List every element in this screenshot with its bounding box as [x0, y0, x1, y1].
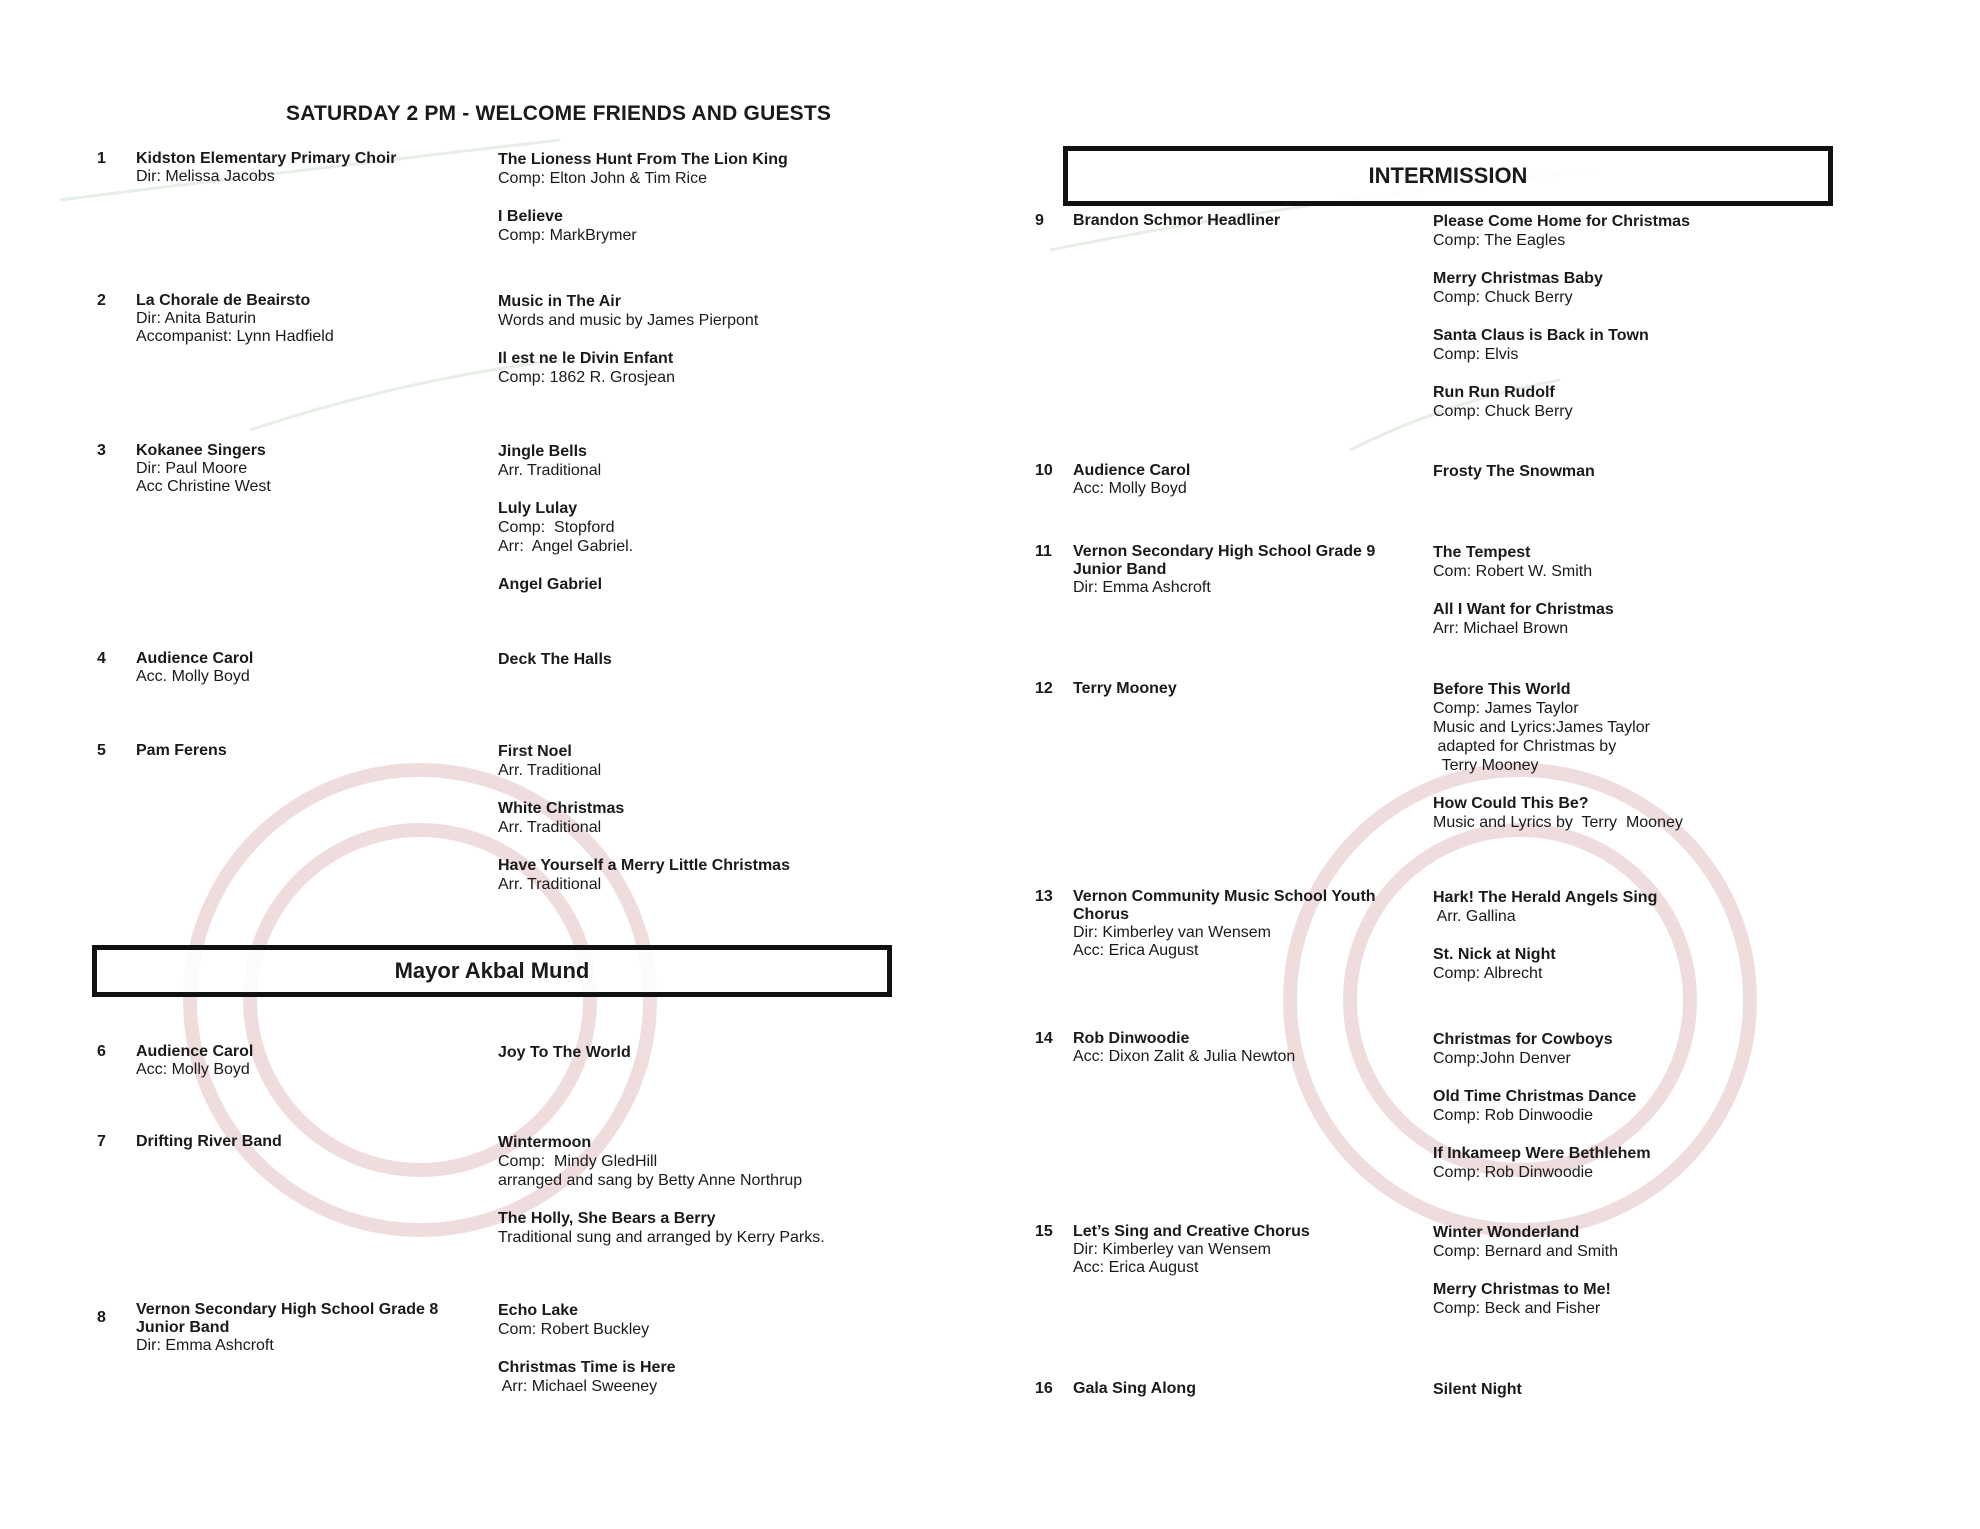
song-item [498, 1301, 676, 1339]
song-item [1433, 326, 1690, 364]
entry-number: 5 [97, 742, 106, 759]
song-title: Echo Lake [498, 1302, 579, 1319]
performer-block [136, 650, 466, 686]
song-item [1433, 543, 1614, 581]
song-item [498, 575, 633, 594]
performer-name: Kidston Elementary Primary Choir [136, 150, 397, 167]
song-item [498, 1043, 631, 1062]
performer-name: La Chorale de Beairsto [136, 292, 311, 309]
song-credit: Arr: Michael Brown [1433, 620, 1569, 637]
song-title: Winter Wonderland [1433, 1224, 1580, 1241]
song-item [1433, 269, 1690, 307]
performer-name: Audience Carol [136, 650, 254, 667]
song-credit: Com: Robert Buckley [498, 1321, 650, 1338]
song-item [1433, 1223, 1618, 1261]
intermission-banner: INTERMISSION [1063, 146, 1833, 206]
song-title: Luly Lulay [498, 500, 578, 517]
song-item [498, 442, 633, 480]
song-title: Santa Claus is Back in Town [1433, 327, 1649, 344]
performer-name: Vernon Secondary High School Grade 8 Junior Band [136, 1301, 439, 1336]
song-title: Merry Christmas Baby [1433, 270, 1603, 287]
entry-number: 8 [97, 1309, 106, 1326]
song-credit: Traditional sung and arranged by Kerry Parks. [498, 1229, 825, 1246]
song-list [1433, 212, 1690, 440]
performer-block [1073, 1030, 1413, 1066]
song-title: Music in The Air [498, 293, 621, 310]
entry-number: 9 [1035, 212, 1044, 229]
song-item [1433, 1380, 1522, 1399]
song-item [498, 856, 790, 894]
song-credit: Music and Lyrics:James Taylor [1433, 719, 1650, 736]
performer-block [136, 1301, 466, 1355]
song-list [498, 742, 790, 913]
song-title: Merry Christmas to Me! [1433, 1281, 1611, 1298]
song-list [498, 1133, 825, 1266]
song-credit: Comp: Chuck Berry [1433, 403, 1573, 420]
song-item [1433, 600, 1614, 638]
song-credit: adapted for Christmas by [1433, 738, 1617, 755]
song-item [1433, 1087, 1651, 1125]
song-item [498, 207, 788, 245]
song-item [1433, 680, 1683, 775]
song-list [498, 292, 758, 406]
song-list [1433, 888, 1657, 1002]
song-credit: Arr. Traditional [498, 762, 602, 779]
performer-name: Pam Ferens [136, 742, 227, 759]
performer-detail: Acc: Dixon Zalit & Julia Newton [1073, 1048, 1296, 1065]
performer-block [1073, 462, 1413, 498]
song-list [1433, 1223, 1618, 1337]
performer-detail: Accompanist: Lynn Hadfield [136, 328, 334, 345]
song-credit: Arr. Traditional [498, 876, 602, 893]
song-title: The Tempest [1433, 544, 1531, 561]
song-title: The Lioness Hunt From The Lion King [498, 151, 788, 168]
song-title: Jingle Bells [498, 443, 587, 460]
song-item [498, 1358, 676, 1396]
song-credit: Comp: Beck and Fisher [1433, 1300, 1601, 1317]
entry-number: 1 [97, 150, 106, 167]
performer-detail: Acc: Molly Boyd [1073, 480, 1187, 497]
performer-name: Drifting River Band [136, 1133, 282, 1150]
song-list [1433, 680, 1683, 851]
song-title: All I Want for Christmas [1433, 601, 1614, 618]
mayor-banner: Mayor Akbal Mund [92, 945, 892, 997]
performer-detail: Acc: Erica August [1073, 1259, 1199, 1276]
song-title: Frosty The Snowman [1433, 463, 1595, 480]
song-item [1433, 212, 1690, 250]
song-title: Christmas for Cowboys [1433, 1031, 1613, 1048]
song-item [1433, 1144, 1651, 1182]
song-credit: Comp: James Taylor [1433, 700, 1579, 717]
song-title: Christmas Time is Here [498, 1359, 676, 1376]
song-list [498, 150, 788, 264]
performer-name: Vernon Community Music School Youth Chorus [1073, 888, 1376, 923]
song-title: Before This World [1433, 681, 1571, 698]
song-credit: Music and Lyrics by Terry Mooney [1433, 814, 1683, 831]
song-item [498, 799, 790, 837]
entry-number: 7 [97, 1133, 106, 1150]
song-item [498, 292, 758, 330]
song-item [1433, 794, 1683, 832]
song-title: Joy To The World [498, 1044, 631, 1061]
song-title: First Noel [498, 743, 572, 760]
song-title: Have Yourself a Merry Little Christmas [498, 857, 790, 874]
song-credit: Comp:John Denver [1433, 1050, 1571, 1067]
song-title: Run Run Rudolf [1433, 384, 1555, 401]
song-credit: Comp: MarkBrymer [498, 227, 637, 244]
song-credit: Comp: The Eagles [1433, 232, 1566, 249]
performer-block [1073, 1223, 1413, 1277]
song-title: Il est ne le Divin Enfant [498, 350, 674, 367]
song-item [498, 150, 788, 188]
performer-block [136, 150, 466, 186]
performer-name: Gala Sing Along [1073, 1380, 1196, 1397]
song-list [498, 650, 612, 688]
performer-block [1073, 543, 1413, 597]
performer-detail: Acc Christine West [136, 478, 271, 495]
song-credit: Comp: 1862 R. Grosjean [498, 369, 675, 386]
performer-detail: Dir: Anita Baturin [136, 310, 257, 327]
performer-detail: Acc: Erica August [1073, 942, 1199, 959]
song-credit: Arr. Gallina [1433, 908, 1516, 925]
song-credit: Comp: Elton John & Tim Rice [498, 170, 707, 187]
performer-detail: Dir: Kimberley van Wensem [1073, 924, 1271, 941]
song-item [498, 499, 633, 556]
entry-number: 11 [1035, 543, 1052, 560]
song-title: How Could This Be? [1433, 795, 1589, 812]
performer-detail: Dir: Emma Ashcroft [136, 1337, 274, 1354]
song-item [1433, 945, 1657, 983]
entry-number: 13 [1035, 888, 1053, 905]
performer-name: Audience Carol [1073, 462, 1191, 479]
song-credit: Arr: Michael Sweeney [498, 1378, 658, 1395]
song-title: Silent Night [1433, 1381, 1522, 1398]
song-list [498, 442, 633, 613]
song-credit: Com: Robert W. Smith [1433, 563, 1593, 580]
song-title: I Believe [498, 208, 563, 225]
performer-name: Kokanee Singers [136, 442, 266, 459]
song-credit: Comp: Bernard and Smith [1433, 1243, 1618, 1260]
performer-detail: Dir: Melissa Jacobs [136, 168, 275, 185]
performer-name: Vernon Secondary High School Grade 9 Junior Band [1073, 543, 1376, 578]
performer-block [136, 1043, 466, 1079]
song-credit: Arr. Traditional [498, 462, 602, 479]
performer-name: Audience Carol [136, 1043, 254, 1060]
song-credit: Comp: Rob Dinwoodie [1433, 1107, 1594, 1124]
performer-block [1073, 888, 1413, 960]
song-item [498, 1133, 825, 1190]
song-item [498, 349, 758, 387]
song-title: The Holly, She Bears a Berry [498, 1210, 716, 1227]
song-item [498, 650, 612, 669]
song-list [1433, 462, 1595, 500]
performer-name: Let’s Sing and Creative Chorus [1073, 1223, 1310, 1240]
song-item [498, 1209, 825, 1247]
song-title: Deck The Halls [498, 651, 612, 668]
performer-block [1073, 680, 1413, 698]
song-list [498, 1301, 676, 1415]
performer-detail: Dir: Paul Moore [136, 460, 248, 477]
performer-block [1073, 212, 1413, 230]
song-credit: Comp: Chuck Berry [1433, 289, 1573, 306]
song-credit: Comp: Stopford [498, 519, 615, 536]
song-credit: arranged and sang by Betty Anne Northrup [498, 1172, 803, 1189]
entry-number: 16 [1035, 1380, 1053, 1397]
performer-detail: Acc. Molly Boyd [136, 668, 250, 685]
entry-number: 10 [1035, 462, 1053, 479]
performer-name: Rob Dinwoodie [1073, 1030, 1190, 1047]
song-list [498, 1043, 631, 1081]
song-credit: Terry Mooney [1433, 757, 1539, 774]
entry-number: 3 [97, 442, 106, 459]
song-title: Hark! The Herald Angels Sing [1433, 889, 1658, 906]
performer-name: Terry Mooney [1073, 680, 1177, 697]
song-item [498, 742, 790, 780]
entry-number: 15 [1035, 1223, 1053, 1240]
song-credit: Arr: Angel Gabriel. [498, 538, 634, 555]
entry-number: 4 [97, 650, 106, 667]
song-title: White Christmas [498, 800, 625, 817]
song-credit: Words and music by James Pierpont [498, 312, 759, 329]
song-item [1433, 1280, 1618, 1318]
performer-block [136, 742, 466, 760]
song-credit: Comp: Elvis [1433, 346, 1519, 363]
performer-detail: Acc: Molly Boyd [136, 1061, 250, 1078]
entry-number: 2 [97, 292, 106, 309]
performer-block [1073, 1380, 1413, 1398]
performer-name: Brandon Schmor Headliner [1073, 212, 1281, 229]
performer-block [136, 442, 466, 496]
song-credit: Comp: Mindy GledHill [498, 1153, 658, 1170]
song-title: St. Nick at Night [1433, 946, 1556, 963]
performer-detail: Dir: Kimberley van Wensem [1073, 1241, 1271, 1258]
song-title: Angel Gabriel [498, 576, 603, 593]
song-list [1433, 1380, 1522, 1418]
song-credit: Comp: Albrecht [1433, 965, 1543, 982]
page-title: SATURDAY 2 PM - WELCOME FRIENDS AND GUESTS [286, 102, 832, 125]
performer-block [136, 1133, 466, 1151]
song-credit: Comp: Rob Dinwoodie [1433, 1164, 1594, 1181]
song-list [1433, 543, 1614, 657]
song-credit: Arr. Traditional [498, 819, 602, 836]
song-item [1433, 383, 1690, 421]
song-item [1433, 1030, 1651, 1068]
song-title: If Inkameep Were Bethlehem [1433, 1145, 1651, 1162]
song-list [1433, 1030, 1651, 1201]
song-title: Old Time Christmas Dance [1433, 1088, 1637, 1105]
entry-number: 6 [97, 1043, 106, 1060]
entry-number: 14 [1035, 1030, 1053, 1047]
song-title: Please Come Home for Christmas [1433, 213, 1690, 230]
song-item [1433, 888, 1657, 926]
performer-detail: Dir: Emma Ashcroft [1073, 579, 1211, 596]
performer-block [136, 292, 466, 346]
song-title: Wintermoon [498, 1134, 592, 1151]
entry-number: 12 [1035, 680, 1053, 697]
song-item [1433, 462, 1595, 481]
